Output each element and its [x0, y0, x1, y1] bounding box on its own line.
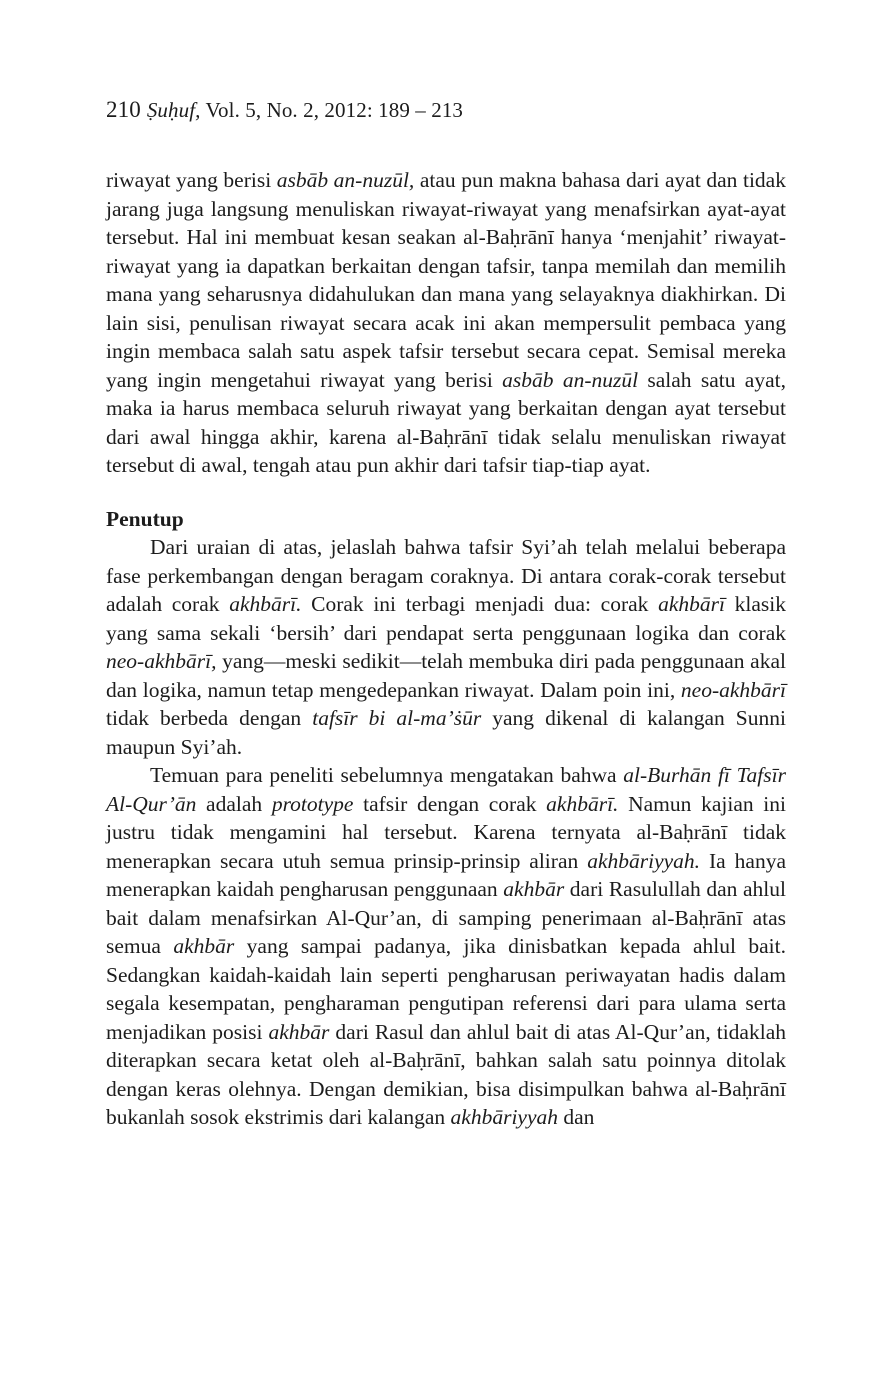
- text-run: atau pun makna bahasa dari ayat dan tidak jarang juga langsung menuliskan riwayat-riwayat yang menafsirkan ayat-ayat tersebut. Hal ini membuat kesan seakan al-Baḥrānī hanya ‘menjahit’ riwayat-riwayat yang ia dapatkan berkaitan dengan tafsir, tanpa memilah dan memilih mana yang seharusnya didahulukan dan mana yang selayaknya diakhirkan. Di lain sisi, penulisan riwayat secara acak ini akan mempersulit pembaca yang ingin membaca salah satu aspek tafsir tersebut secara cepat. Semisal mereka yang ingin mengetahui riwayat yang berisi: [106, 168, 786, 392]
- text-run: yang sampai padanya, jika dinisbatkan kepada ahlul bait. Sedangkan kaidah-kaidah lain seperti pengharusan periwayatan hadis dalam segala kesempatan, pengharaman pengutipan referensi dari para ulama serta menjadikan posisi: [106, 934, 786, 1044]
- section-heading: Penutup: [106, 506, 184, 531]
- text-run: Namun kajian ini justru tidak mengamini hal tersebut. Karena ternyata al-Baḥrānī tidak menerapkan secara utuh semua prinsip-prinsip aliran: [106, 791, 786, 873]
- italic-term: akhbāriyyah: [450, 1105, 558, 1129]
- italic-term: neo-akhbārī: [680, 677, 786, 702]
- text-run: dari Rasul dan ahlul bait di atas Al-Qur’an, tidaklah diterapkan secara ketat oleh al-Baḥrānī, bahkan salah satu poinnya ditolak dengan keras olehnya. Dengan demikian, bisa disimpulkan bahwa al-Baḥrānī bukanlah sosok ekstrimis dari kalangan: [106, 1019, 786, 1129]
- article-body: [106, 166, 786, 1132]
- paragraph-conclusion-1: [106, 533, 786, 761]
- text-run: Ia hanya menerapkan kaidah pengharusan penggunaan: [106, 848, 786, 901]
- italic-term: akhbār: [173, 934, 235, 958]
- text-run: dan: [558, 1105, 595, 1129]
- italic-term: akhbār: [268, 1019, 330, 1044]
- text-run: yang dikenal di kalangan Sunni maupun Syi’ah.: [106, 706, 786, 759]
- italic-term: neo-akhbārī,: [106, 649, 217, 673]
- text-run: salah satu ayat, maka ia harus membaca seluruh riwayat yang berkaitan dengan ayat tersebut dari awal hingga akhir, karena al-Baḥrānī tidak selalu menuliskan riwayat tersebut di awal, tengah atau pun akhir dari tafsir tiap-tiap ayat.: [106, 367, 786, 477]
- text-run: Temuan para peneliti sebelumnya mengatakan bahwa: [150, 763, 624, 787]
- text-run: klasik yang sama sekali ‘bersih’ dari pendapat serta penggunaan logika dan corak: [106, 592, 786, 645]
- italic-term: akhbārī.: [229, 592, 302, 616]
- italic-term: akhbārī.: [546, 791, 619, 816]
- running-header: [106, 96, 786, 124]
- italic-term: akhbār: [503, 877, 565, 901]
- italic-term: tafsīr bi al-ma’ṡūr: [312, 706, 482, 730]
- page-number: 210: [106, 97, 141, 122]
- italic-term: asbāb an-nuzūl: [502, 367, 639, 392]
- journal-citation: Vol. 5, No. 2, 2012: 189 – 213: [200, 98, 464, 122]
- text-run: Corak ini terbagi menjadi dua: corak: [301, 592, 659, 616]
- paragraph-continued: [106, 166, 786, 480]
- italic-term: asbāb an-nuzūl,: [276, 168, 415, 192]
- text-run: Dari uraian di atas, jelaslah bahwa tafsir Syi’ah telah melalui beberapa fase perkembangan dengan beragam coraknya. Di antara corak-corak tersebut adalah corak: [106, 535, 786, 616]
- italic-term: akhbārī: [658, 592, 725, 616]
- text-run: dari Rasulullah dan ahlul bait dalam menafsirkan Al-Qur’an, di samping penerimaan al-Baḥrānī atas semua: [106, 877, 786, 958]
- journal-name: Ṣuḥuf,: [146, 98, 201, 122]
- text-run: adalah: [196, 791, 272, 816]
- italic-term: al-Burhān fī Tafsīr Al-Qur’ān: [106, 763, 786, 816]
- journal-page: [106, 96, 786, 1129]
- italic-term: prototype: [271, 791, 354, 816]
- text-run: yang—meski sedikit—telah membuka diri pada penggunaan akal dan logika, namun tetap mengedepankan riwayat. Dalam poin ini,: [106, 649, 786, 702]
- italic-term: akhbāriyyah.: [587, 848, 701, 873]
- text-run: tafsir dengan corak: [353, 791, 547, 816]
- text-run: tidak berbeda dengan: [106, 706, 313, 730]
- text-run: riwayat yang berisi: [106, 168, 277, 192]
- paragraph-conclusion-2: [106, 761, 786, 1132]
